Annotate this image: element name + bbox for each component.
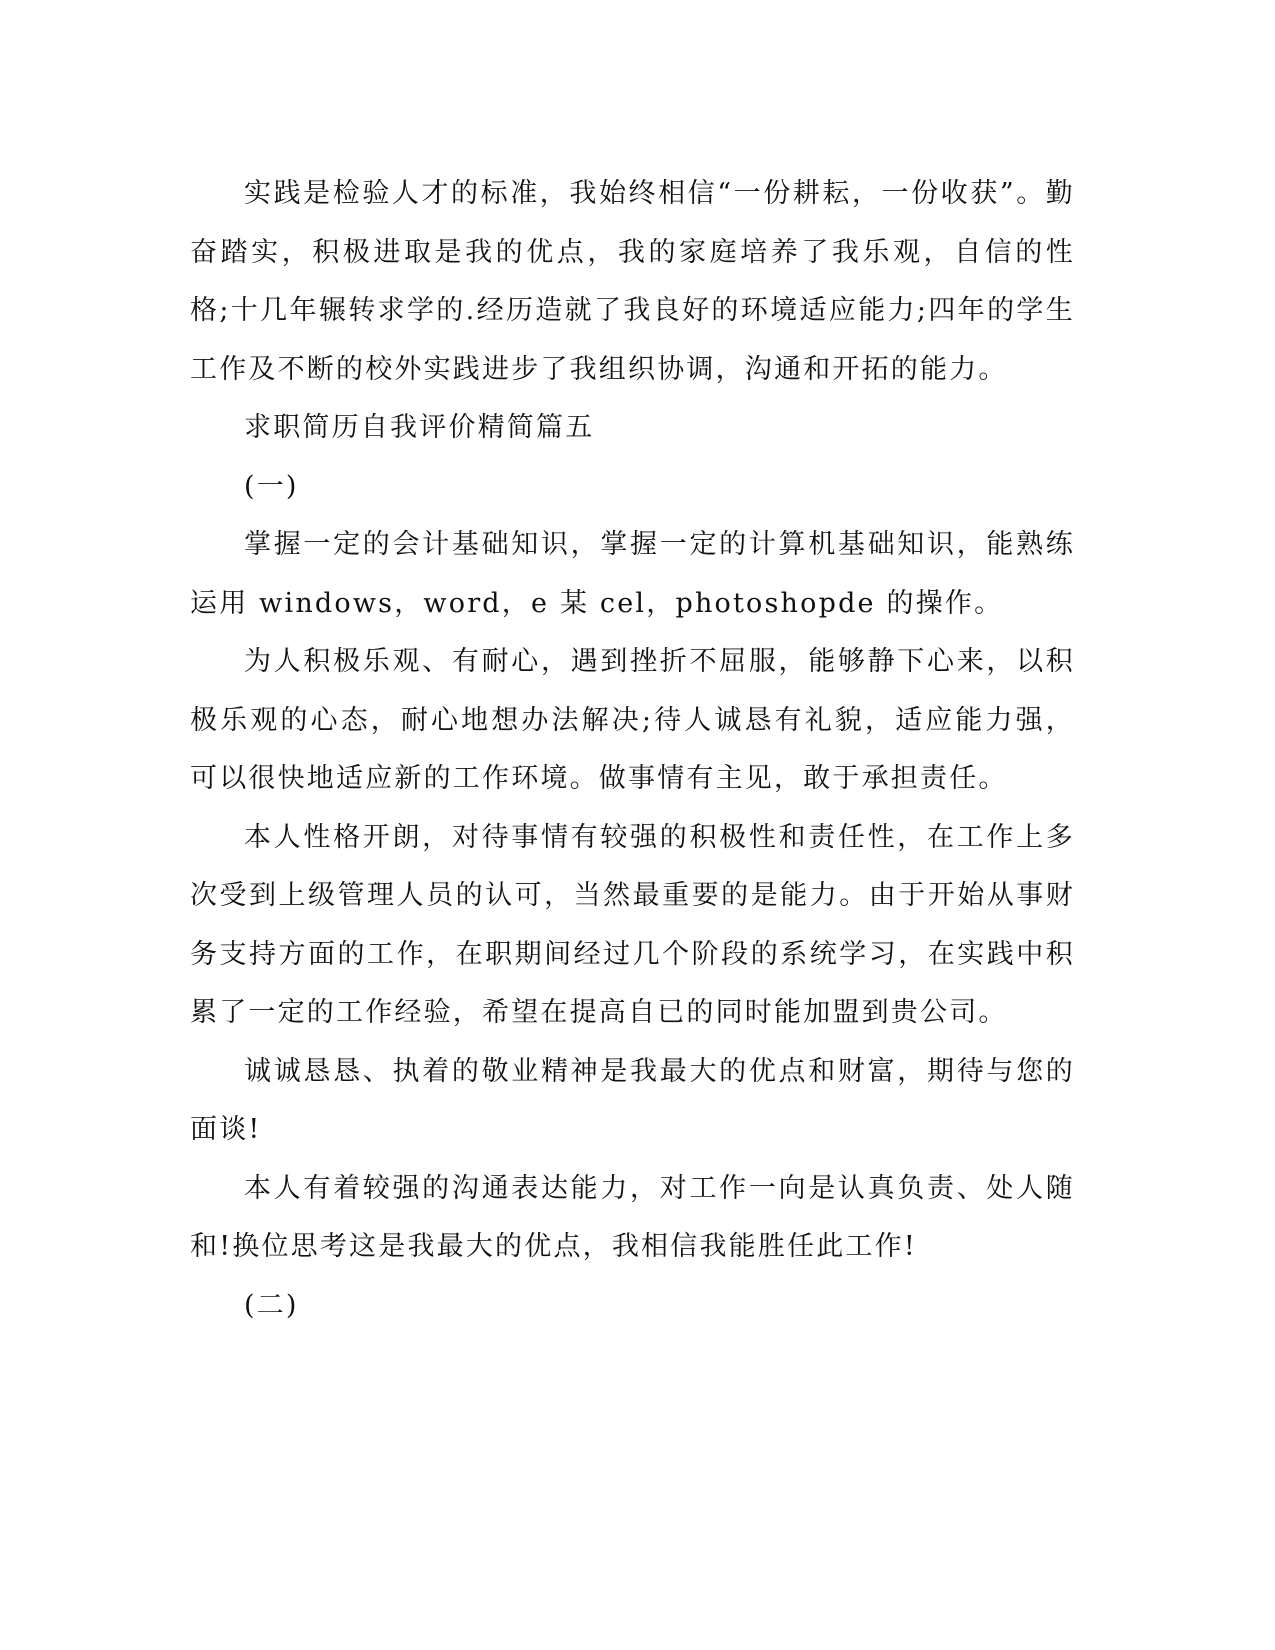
- document-body: [190, 165, 1075, 1335]
- paragraph-personality: 为人积极乐观、有耐心，遇到挫折不屈服，能够静下心来，以积极乐观的心态，耐心地想办法解决;待人诚恳有礼貌，适应能力强，可以很快地适应新的工作环境。做事情有主见，敢于承担责任。: [190, 646, 1075, 794]
- paragraph-skills: 掌握一定的会计基础知识，掌握一定的计算机基础知识，能熟练运用 windows，word，e 某 cel，photoshopde 的操作。: [190, 529, 1075, 619]
- subsection-marker-one: (一): [244, 470, 299, 502]
- paragraph-experience: 本人性格开朗，对待事情有较强的积极性和责任性，在工作上多次受到上级管理人员的认可，当然最重要的是能力。由于开始从事财务支持方面的工作，在职期间经过几个阶段的系统学习，在实践中积累了一定的工作经验，希望在提高自已的同时能加盟到贵公司。: [190, 821, 1075, 1028]
- paragraph-communication: 本人有着较强的沟通表达能力，对工作一向是认真负责、处人随和!换位思考这是我最大的优点，我相信我能胜任此工作!: [190, 1172, 1075, 1262]
- section-heading: 求职简历自我评价精简篇五: [244, 412, 595, 443]
- paragraph-practice: 实践是检验人才的标准，我始终相信“一份耕耘，一份收获”。勤奋踏实，积极进取是我的优点，我的家庭培养了我乐观，自信的性格;十几年辗转求学的.经历造就了我良好的环境适应能力;四年的学生工作及不断的校外实践进步了我组织协调，沟通和开拓的能力。: [190, 178, 1075, 385]
- paragraph-dedication: 诚诚恳恳、执着的敬业精神是我最大的优点和财富，期待与您的面谈!: [190, 1055, 1075, 1145]
- subsection-marker-two: (二): [244, 1289, 299, 1321]
